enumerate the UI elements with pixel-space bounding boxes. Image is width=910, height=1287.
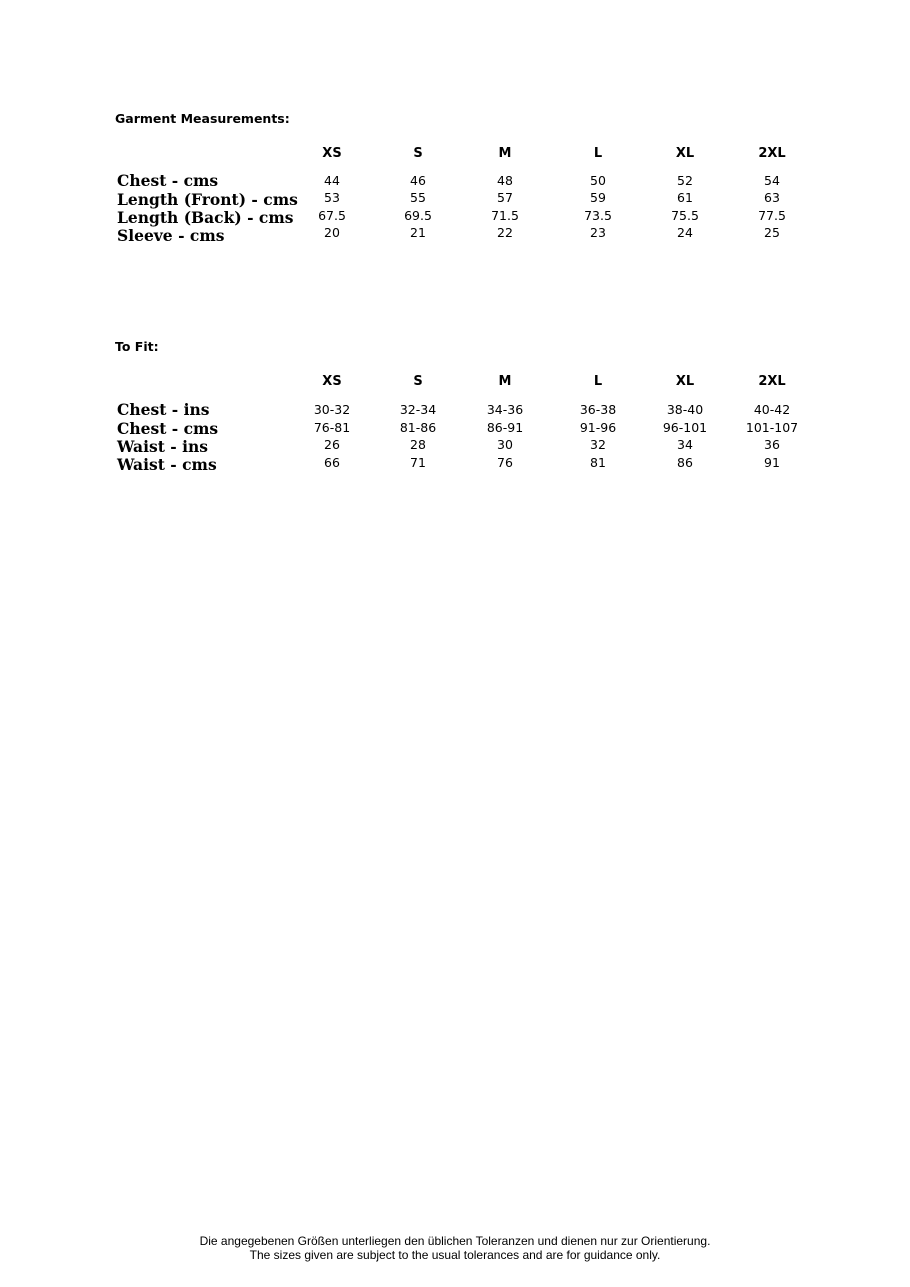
cell-value: 75.5: [671, 208, 699, 223]
garment-measurements-title: Garment Measurements:: [115, 111, 290, 126]
cell-value: 54: [764, 173, 780, 188]
cell-value: 53: [324, 190, 340, 205]
row-label: Chest - ins: [117, 400, 210, 419]
cell-value: 22: [497, 225, 513, 240]
size-header-xl: XL: [675, 146, 695, 161]
cell-value: 24: [677, 225, 693, 240]
size-header-l: L: [593, 146, 603, 161]
cell-value: 86-91: [486, 420, 524, 435]
cell-value: 50: [590, 173, 606, 188]
cell-value: 20: [324, 225, 340, 240]
cell-value: 76: [497, 455, 513, 470]
cell-value: 67.5: [318, 208, 346, 223]
row-label: Chest - cms: [117, 419, 219, 438]
cell-value: 91-96: [579, 420, 617, 435]
to-fit-title: To Fit:: [115, 339, 159, 354]
cell-value: 21: [410, 225, 426, 240]
cell-value: 40-42: [753, 402, 791, 417]
cell-value: 73.5: [584, 208, 612, 223]
size-header-l: L: [593, 374, 603, 389]
size-header-2xl: 2XL: [758, 374, 786, 389]
cell-value: 38-40: [666, 402, 704, 417]
size-header-s: S: [413, 146, 423, 161]
cell-value: 36: [764, 437, 780, 452]
size-header-m: M: [498, 374, 512, 389]
size-header-s: S: [413, 374, 423, 389]
cell-value: 26: [324, 437, 340, 452]
footer-line-english: The sizes given are subject to the usual tolerances and are for guidance only.: [249, 1248, 661, 1262]
cell-value: 66: [324, 455, 340, 470]
cell-value: 101-107: [745, 420, 799, 435]
cell-value: 36-38: [579, 402, 617, 417]
row-label: Length (Back) - cms: [117, 208, 294, 227]
cell-value: 71.5: [491, 208, 519, 223]
cell-value: 77.5: [758, 208, 786, 223]
cell-value: 46: [410, 173, 426, 188]
cell-value: 81-86: [399, 420, 437, 435]
row-label: Waist - ins: [117, 437, 208, 456]
cell-value: 57: [497, 190, 513, 205]
footer-line-german: Die angegebenen Größen unterliegen den üblichen Toleranzen und dienen nur zur Orientierung.: [199, 1234, 711, 1248]
cell-value: 86: [677, 455, 693, 470]
cell-value: 59: [590, 190, 606, 205]
cell-value: 71: [410, 455, 426, 470]
cell-value: 52: [677, 173, 693, 188]
cell-value: 69.5: [404, 208, 432, 223]
row-label: Waist - cms: [117, 455, 217, 474]
row-label: Chest - cms: [117, 171, 219, 190]
row-label: Sleeve - cms: [117, 226, 225, 245]
cell-value: 34: [677, 437, 693, 452]
cell-value: 96-101: [662, 420, 708, 435]
cell-value: 76-81: [313, 420, 351, 435]
cell-value: 48: [497, 173, 513, 188]
size-header-2xl: 2XL: [758, 146, 786, 161]
cell-value: 63: [764, 190, 780, 205]
cell-value: 34-36: [486, 402, 524, 417]
size-header-xs: XS: [322, 374, 342, 389]
cell-value: 81: [590, 455, 606, 470]
cell-value: 28: [410, 437, 426, 452]
cell-value: 91: [764, 455, 780, 470]
cell-value: 44: [324, 173, 340, 188]
size-header-xs: XS: [322, 146, 342, 161]
cell-value: 30-32: [313, 402, 351, 417]
size-header-xl: XL: [675, 374, 695, 389]
cell-value: 30: [497, 437, 513, 452]
cell-value: 55: [410, 190, 426, 205]
cell-value: 32: [590, 437, 606, 452]
cell-value: 61: [677, 190, 693, 205]
cell-value: 25: [764, 225, 780, 240]
cell-value: 23: [590, 225, 606, 240]
size-header-m: M: [498, 146, 512, 161]
cell-value: 32-34: [399, 402, 437, 417]
row-label: Length (Front) - cms: [117, 190, 298, 209]
